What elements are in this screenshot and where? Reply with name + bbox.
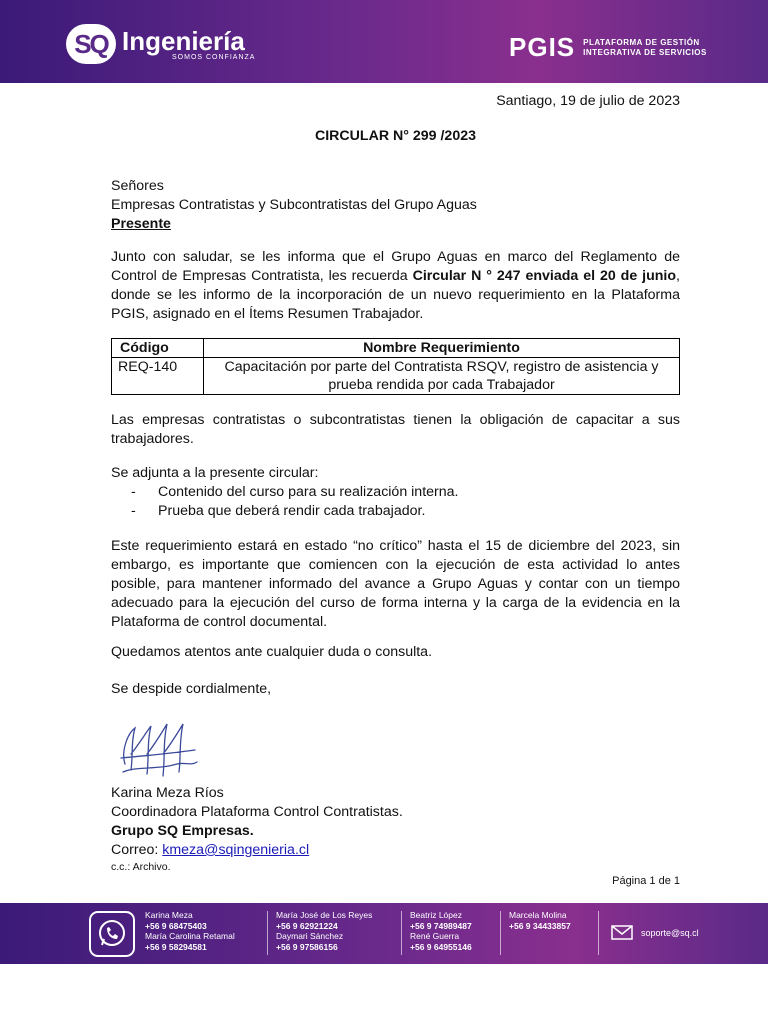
table-header-name: Nombre Requerimiento <box>204 339 680 358</box>
signer-block <box>111 784 680 874</box>
mail-icon <box>611 925 633 940</box>
support-email-text[interactable]: soporte@sq.cl <box>641 927 699 938</box>
contact-phone: +56 9 74989487 <box>410 920 472 931</box>
whatsapp-phone-icon <box>89 911 135 957</box>
intro-text-bold: Circular N ° 247 enviada el 20 de junio <box>412 268 677 284</box>
closing: Se despide cordialmente, <box>111 681 272 697</box>
contact-name: René Guerra <box>410 931 460 941</box>
contact-phone: +56 9 58294581 <box>145 941 207 952</box>
requirement-table <box>111 338 680 395</box>
contact-name: Marcela Molina <box>509 910 567 920</box>
paragraph-attachments: Se adjunta a la presente circular: <box>111 465 319 481</box>
pgis-logo <box>509 32 707 63</box>
support-email[interactable] <box>611 925 699 940</box>
list-item <box>131 483 458 502</box>
paragraph-obligation: Las empresas contratistas o subcontratistas tienen la obligación de capacitar a sus trabajadores. <box>111 412 680 447</box>
table-row <box>112 358 680 395</box>
intro-text-b: , donde se les informo de la incorporación de un nuevo requerimiento en la Plataforma PGIS, asignado en el Ítems Resumen Trabajador. <box>111 268 680 322</box>
sq-logo-mark: SQ <box>66 24 116 64</box>
attachment-list <box>131 483 458 521</box>
divider <box>401 911 402 955</box>
paragraph-contact: Quedamos atentos ante cualquier duda o consulta. <box>111 644 433 660</box>
contact-phone: +56 9 97586156 <box>276 941 338 952</box>
table-cell-name: Capacitación por parte del Contratista RSQV, registro de asistencia y prueba rendida por cada Trabajador <box>204 358 680 395</box>
addressee-block <box>111 177 680 234</box>
page-number: Página 1 de 1 <box>612 875 680 887</box>
contact-phone: +56 9 62921224 <box>276 920 338 931</box>
divider <box>598 911 599 955</box>
list-item-text: Prueba que deberá rendir cada trabajador. <box>158 503 426 519</box>
email-link[interactable]: kmeza@sqingenieria.cl <box>162 842 310 858</box>
contact-name: Daymari Sánchez <box>276 931 344 941</box>
contact-name: María Carolina Retamal <box>145 931 235 941</box>
bullet-dash: - <box>131 503 136 519</box>
paragraph-intro <box>111 248 680 324</box>
sq-logo-name: Ingeniería <box>122 25 245 56</box>
contact-phone: +56 9 64955146 <box>410 941 472 952</box>
footer-banner <box>0 903 768 964</box>
presente-label: Presente <box>111 216 171 232</box>
signer-role: Coordinadora Plataforma Control Contratistas. <box>111 804 403 820</box>
contact-name: María José de Los Reyes <box>276 910 373 920</box>
salutation: Señores <box>111 178 164 194</box>
table-header-row <box>112 339 680 358</box>
table-header-code: Código <box>112 339 204 358</box>
contact-phone: +56 9 34433857 <box>509 920 571 931</box>
pgis-logo-sub-1: PLATAFORMA DE GESTIÓN <box>583 37 700 47</box>
sq-logo-slogan: SOMOS CONFIANZA <box>172 53 256 61</box>
divider <box>500 911 501 955</box>
cc-note: c.c.: Archivo. <box>111 861 171 873</box>
place-date: Santiago, 19 de julio de 2023 <box>496 93 680 109</box>
circular-title: CIRCULAR N° 299 /2023 <box>314 128 476 144</box>
contact-column <box>509 910 571 931</box>
table-cell-code: REQ-140 <box>112 358 204 395</box>
contact-name: Karina Meza <box>145 910 193 920</box>
email-label: Correo: <box>111 842 163 858</box>
pgis-logo-sub-2: INTEGRATIVA DE SERVICIOS <box>583 47 707 57</box>
list-item-text: Contenido del curso para su realización interna. <box>158 484 459 500</box>
divider <box>267 911 268 955</box>
addressee: Empresas Contratistas y Subcontratistas del Grupo Aguas <box>111 197 477 213</box>
letterhead-banner <box>0 0 768 83</box>
pgis-logo-name: PGIS <box>509 32 576 62</box>
contact-name: Beatriz López <box>410 910 462 920</box>
signature <box>117 714 203 784</box>
intro-text-a: Junto con saludar, se les informa que el Grupo Aguas en marco del Reglamento de Control de Empresas Contratista, les recuerda <box>111 249 680 284</box>
signer-name: Karina Meza Ríos <box>111 785 224 801</box>
contact-phone: +56 9 68475403 <box>145 920 207 931</box>
bullet-dash: - <box>131 484 136 500</box>
company-name: Grupo SQ Empresas. <box>111 823 254 839</box>
list-item <box>131 502 458 521</box>
contact-column <box>410 910 472 952</box>
sq-ingenieria-logo <box>66 24 255 64</box>
contact-column <box>276 910 372 952</box>
paragraph-deadline: Este requerimiento estará en estado “no crítico” hasta el 15 de diciembre del 2023, sin embargo, es importante que comiencen con la ejecución de esta actividad lo antes posible, para mantener informado del avance a Grupo Aguas y contar con un tiempo adecuado para la ejecución del curso de forma interna y la carga de la evidencia en la Plataforma de control documental. <box>111 538 680 630</box>
contact-column <box>145 910 235 952</box>
